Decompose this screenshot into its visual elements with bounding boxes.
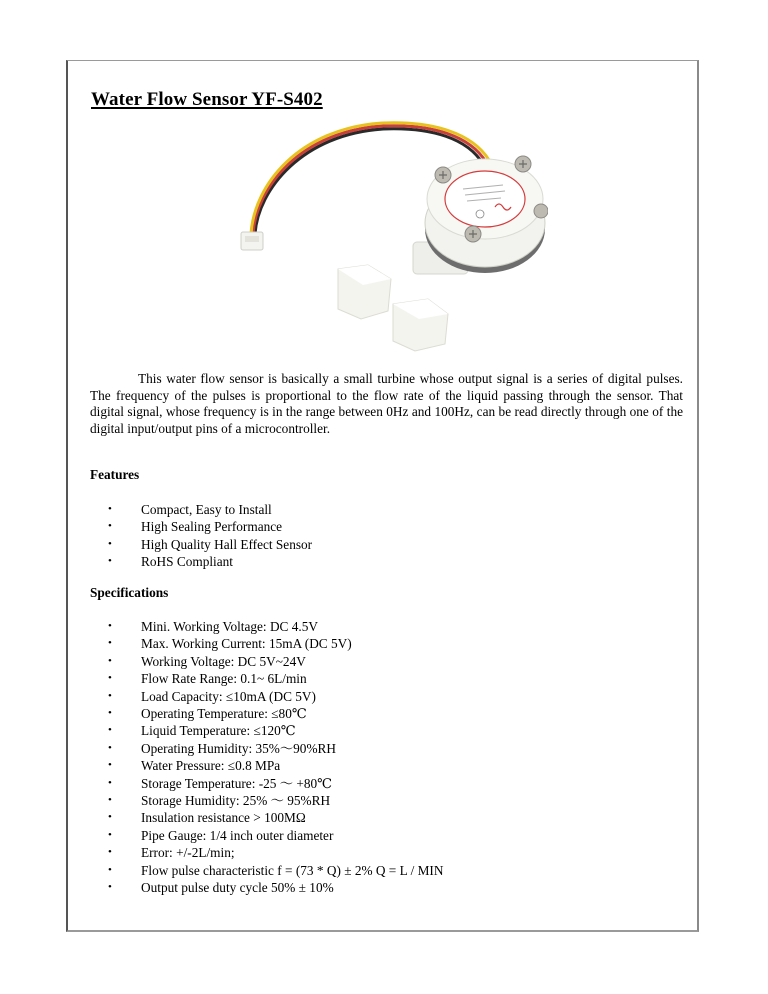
intro-paragraph: This water flow sensor is basically a small turbine whose output signal is a series of digital pulses. The frequency of the pulses is proportional to the flow rate of the liquid passing through the sensor. That digital signal, whose frequency is in the range between 0Hz and 100Hz, can be read directly through one of the digital input/output pins of a microcontroller. — [90, 371, 683, 436]
bullet-icon: • — [108, 759, 112, 772]
bullet-icon: • — [108, 503, 112, 515]
specifications-heading: Specifications — [90, 585, 169, 600]
bullet-icon: • — [108, 689, 112, 702]
spec-item: • Water Pressure: ≤0.8 MPa — [108, 758, 281, 774]
bullet-icon: • — [108, 776, 112, 789]
spec-item: • Flow pulse characteristic f = (73 * Q) ± 2% Q = L / MIN — [108, 862, 444, 878]
bullet-icon: • — [108, 863, 112, 876]
spec-item: • Storage Humidity: 25% ～ 95%RH — [108, 793, 331, 809]
spec-item: • Output pulse duty cycle 50% ± 10% — [108, 880, 334, 896]
spec-item: • Working Voltage: DC 5V~24V — [108, 653, 306, 669]
feature-item: • High Quality Hall Effect Sensor — [108, 536, 313, 552]
bullet-icon: • — [108, 555, 112, 568]
spec-item: • Operating Humidity: 35%～90%RH — [108, 740, 336, 756]
bullet-icon: • — [108, 707, 112, 720]
spec-item: • Mini. Working Voltage: DC 4.5V — [108, 619, 318, 634]
bullet-icon: • — [108, 654, 112, 667]
feature-item: • Compact, Easy to Install — [108, 502, 272, 517]
bullet-icon: • — [108, 846, 112, 859]
document-title: Water Flow Sensor YF-S402 — [91, 89, 323, 110]
bullet-icon: • — [108, 741, 112, 754]
spec-item: • Max. Working Current: 15mA (DC 5V) — [108, 636, 352, 652]
spec-item: • Operating Temperature: ≤80℃ — [108, 706, 307, 722]
feature-item: • RoHS Compliant — [108, 554, 233, 570]
bullet-icon: • — [108, 620, 112, 632]
feature-item: • High Sealing Performance — [108, 519, 283, 535]
bullet-icon: • — [108, 537, 112, 550]
bullet-icon: • — [108, 811, 112, 824]
spec-item: • Flow Rate Range: 0.1~ 6L/min — [108, 671, 307, 687]
spec-item: • Load Capacity: ≤10mA (DC 5V) — [108, 688, 316, 704]
spec-item: • Insulation resistance > 100MΩ — [108, 810, 306, 826]
bullet-icon: • — [108, 724, 112, 737]
spec-item: • Storage Temperature: -25 ～ +80℃ — [108, 775, 333, 791]
bullet-icon: • — [108, 828, 112, 841]
bullet-icon: • — [108, 794, 112, 807]
spec-item: • Pipe Gauge: 1/4 inch outer diameter — [108, 827, 334, 843]
features-list — [90, 501, 312, 571]
bullet-icon: • — [108, 637, 112, 650]
bullet-icon: • — [108, 881, 112, 894]
document-page — [66, 60, 699, 932]
bullet-icon: • — [108, 520, 112, 533]
features-heading: Features — [90, 467, 140, 482]
specifications-list — [90, 618, 443, 897]
product-photo — [233, 119, 548, 359]
spec-item: • Error: +/-2L/min; — [108, 845, 235, 861]
bullet-icon: • — [108, 672, 112, 685]
spec-item: • Liquid Temperature: ≤120℃ — [108, 723, 296, 739]
